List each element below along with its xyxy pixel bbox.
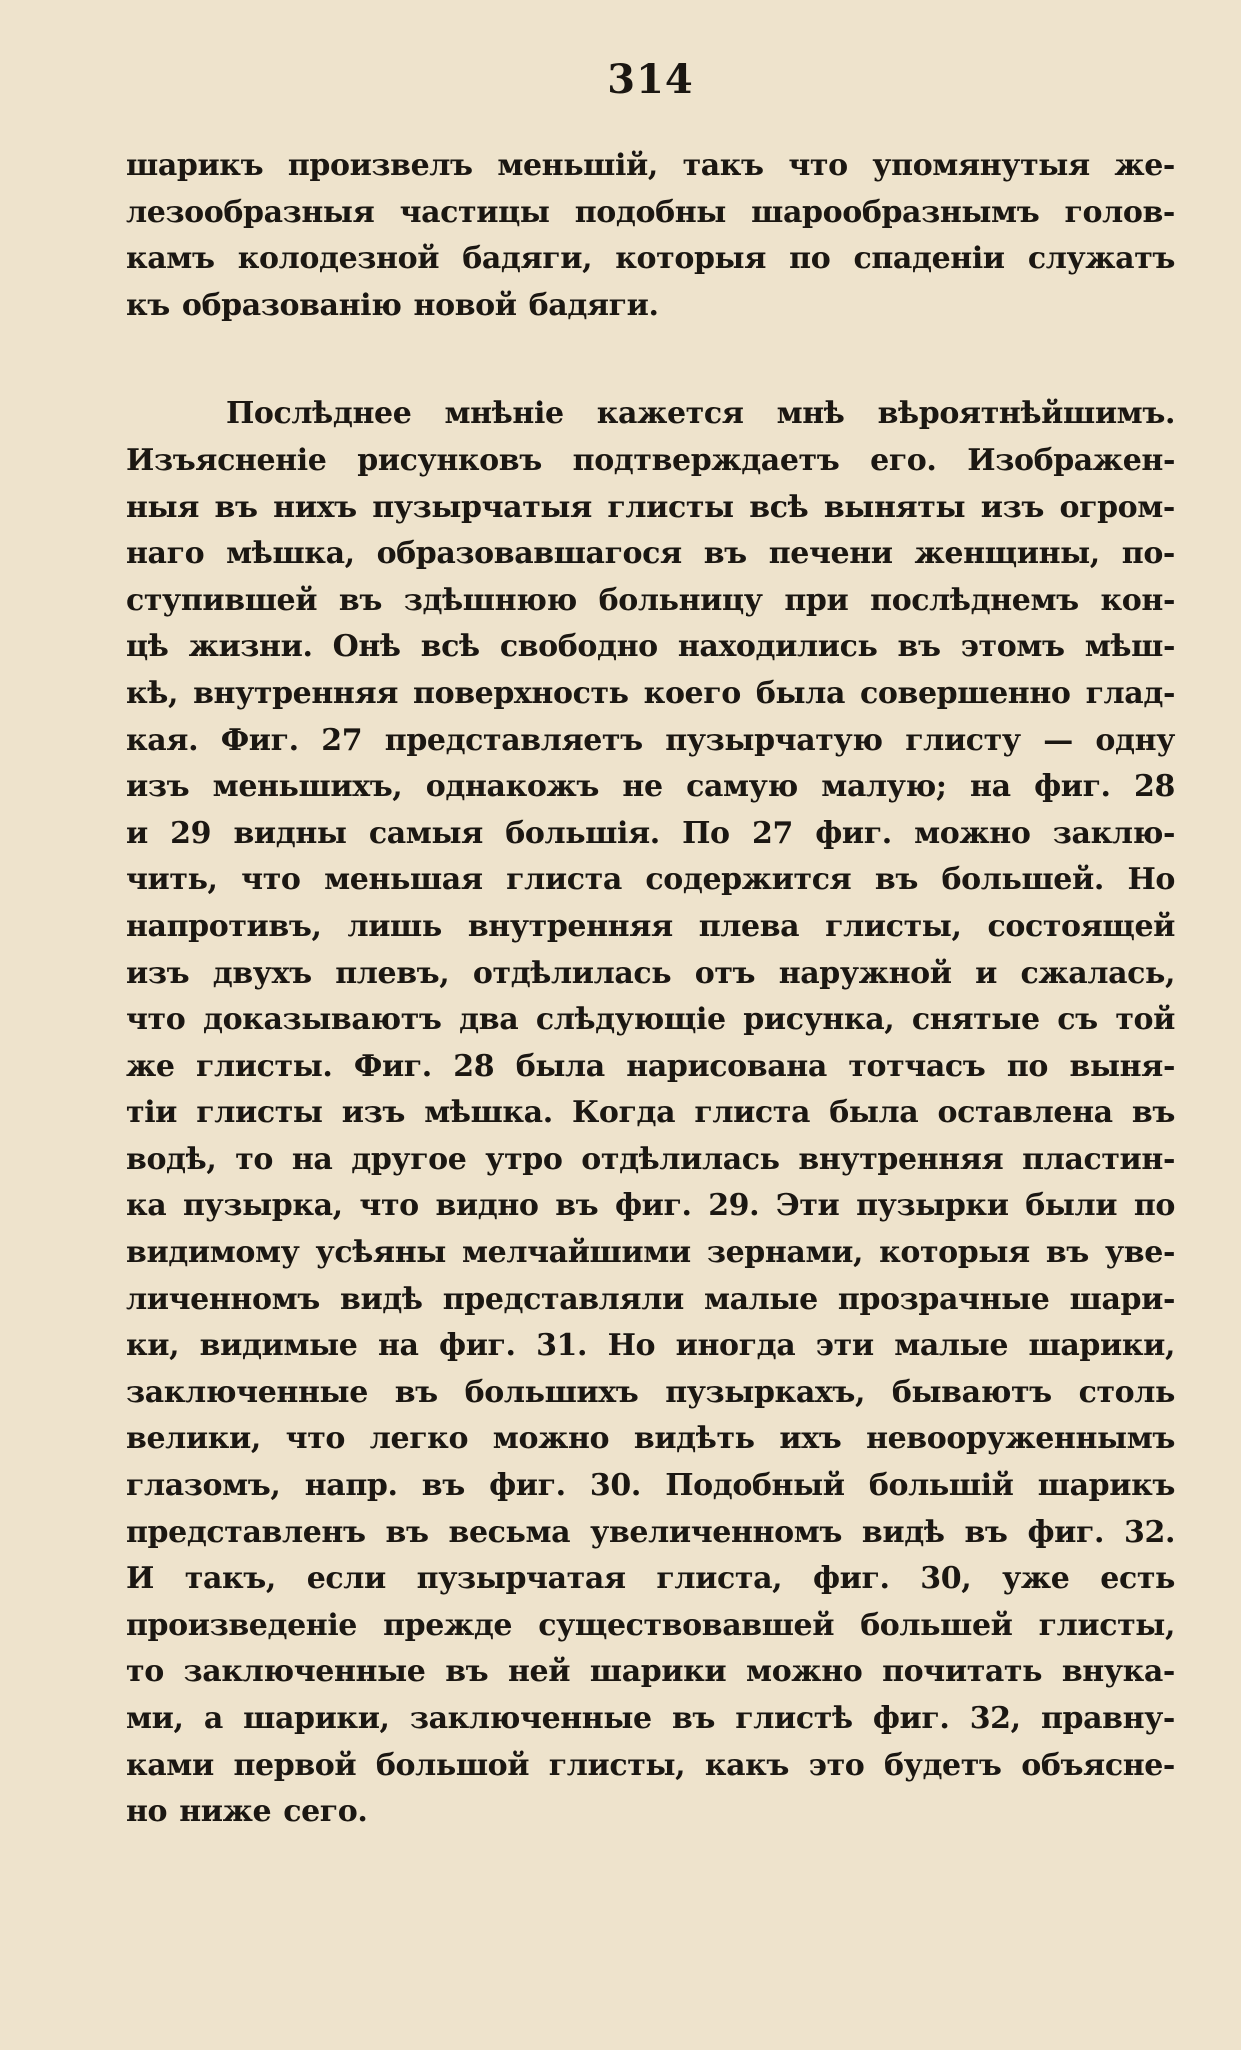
text-line: лезообразныя частицы подобны шарообразнымъ голов- — [126, 194, 1175, 230]
text-line: изъ меньшихъ, однакожъ не самую малую; на фиг. 28 — [126, 769, 1175, 805]
text-line: И такъ, если пузырчатая глиста, фиг. 30, уже есть — [126, 1561, 1175, 1597]
text-line: къ образованію новой бадяги. — [126, 287, 659, 323]
text-line: водѣ, то на другое утро отдѣлилась внутренняя пластин- — [126, 1141, 1175, 1177]
text-line: видимому усѣяны мелчайшими зернами, которыя въ уве- — [126, 1235, 1175, 1271]
text-line: шарикъ произвелъ меньшій, такъ что упомянутыя же- — [126, 148, 1175, 183]
text-line: Изъясненіе рисунковъ подтверждаетъ его. Изображен- — [126, 442, 1175, 478]
text-line: но ниже сего. — [126, 1794, 368, 1830]
text-line: ка пузырка, что видно въ фиг. 29. Эти пузырки были по — [126, 1188, 1175, 1224]
text-line: ками первой большой глисты, какъ это будетъ объясне- — [126, 1747, 1175, 1783]
text-line: ступившей въ здѣшнюю больницу при послѣднемъ кон- — [126, 582, 1175, 618]
text-line: заключенные въ большихъ пузыркахъ, бываютъ столь — [126, 1374, 1175, 1410]
text-line: что доказываютъ два слѣдующіе рисунка, снятые съ той — [126, 1002, 1175, 1038]
text-line: чить, что меньшая глиста содержится въ большей. Но — [126, 862, 1175, 898]
text-line: глазомъ, напр. въ фиг. 30. Подобный большій шарикъ — [126, 1468, 1175, 1504]
text-line: кая. Фиг. 27 представляетъ пузырчатую глисту — одну — [126, 722, 1175, 758]
paragraph-1 — [126, 143, 1175, 329]
text-line: ми, а шарики, заключенные въ глистѣ фиг. 32, правну- — [126, 1701, 1175, 1736]
text-line: велики, что легко можно видѣть ихъ невооруженнымъ — [126, 1421, 1175, 1457]
page-number: 314 — [607, 56, 694, 103]
text-line: личенномъ видѣ представляли малые прозрачные шари- — [126, 1281, 1175, 1317]
text-line: тіи глисты изъ мѣшка. Когда глиста была оставлена въ — [126, 1095, 1175, 1131]
text-line: напротивъ, лишь внутренняя плева глисты, состоящей — [126, 908, 1175, 944]
text-line: кѣ, внутренняя поверхность коего была совершенно глад- — [126, 675, 1175, 711]
text-line: Послѣднее мнѣніе кажется мнѣ вѣроятнѣйшимъ. — [226, 396, 1175, 432]
text-line: изъ двухъ плевъ, отдѣлилась отъ наружной и сжалась, — [126, 955, 1175, 991]
text-line: цѣ жизни. Онѣ всѣ свободно находились въ этомъ мѣш- — [126, 629, 1175, 665]
text-line: то заключенные въ ней шарики можно почитать внука- — [126, 1654, 1175, 1690]
text-line: наго мѣшка, образовавшагося въ печени женщины, по- — [126, 536, 1175, 572]
text-line: же глисты. Фиг. 28 была нарисована тотчасъ по выня- — [126, 1048, 1175, 1084]
text-line: камъ колодезной бадяги, которыя по спаденіи служатъ — [126, 241, 1175, 277]
text-line: представленъ въ весьма увеличенномъ видѣ въ фиг. 32. — [126, 1514, 1175, 1550]
text-line: ки, видимые на фиг. 31. Но иногда эти малые шарики, — [126, 1328, 1175, 1364]
text-line: и 29 видны самыя большія. По 27 фиг. можно заклю- — [126, 815, 1175, 851]
text-line: ныя въ нихъ пузырчатыя глисты всѣ выняты изъ огром- — [126, 489, 1175, 525]
text-line: произведеніе прежде существовавшей большей глисты, — [126, 1607, 1175, 1643]
paragraph-2 — [126, 391, 1175, 1835]
